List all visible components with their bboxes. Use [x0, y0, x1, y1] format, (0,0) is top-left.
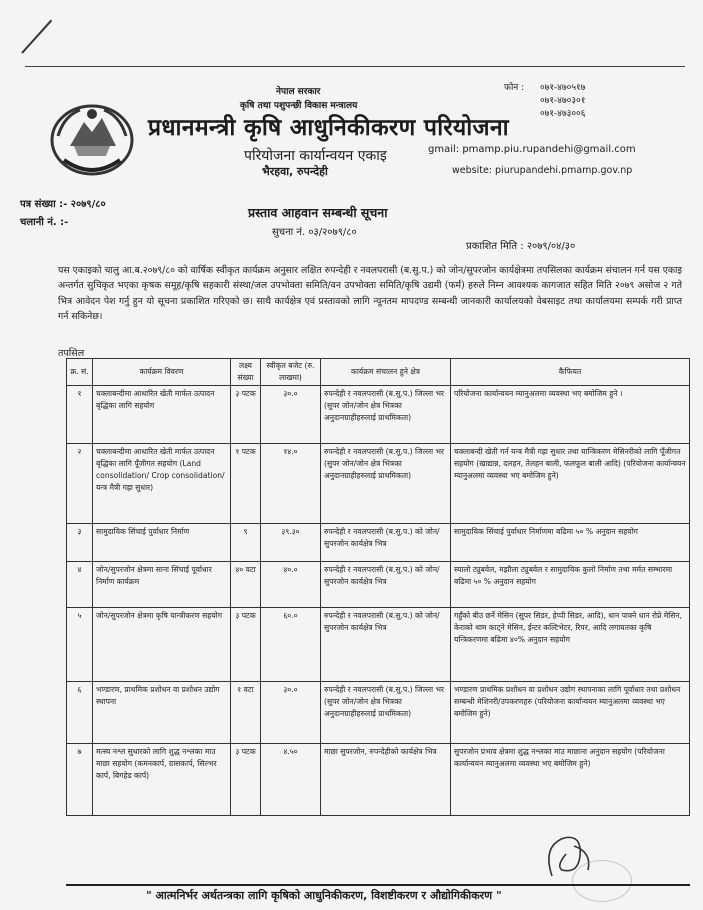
cell-budget: ३०.० — [261, 386, 321, 444]
table-row — [67, 444, 690, 524]
project-title: प्रधानमन्त्री कृषि आधुनिकीकरण परियोजना — [148, 115, 509, 141]
cell-sn: ७ — [67, 744, 93, 816]
letter-number: पत्र संख्या :- २०७९/८० — [20, 199, 106, 210]
notice-body: यस एकाइको चालु आ.ब.२०७९/८० को वार्षिक स्वीकृत कार्यक्रम अनुसार लक्षित रुपन्देही र नवलपरासी (ब.सु.प.) को जोन/सुपरजोन कार्यक्षेत्रमा तपसिलका कार्यक्रम संचालन गर्न यस एकाइ अन्तर्गत सुचिकृत भएका कृषक समूह/कृषि सहकारी संस्था/जल उपभोक्ता समिति/वन उपभोक्ता समिति/कृषि उद्यमी (फर्म) हरुले निम्न आवश्यक कागजात सहित मिति २०७९ असोज २ गते भित्र आवेदन पेश गर्नु हुन यो सूचना प्रकाशित गरिएको छ। साथै कार्यक्षेत्र एवं प्रस्तावको लागि न्यूनतम मापदण्ड सम्बन्धी जानकारी कार्यालयको वेबसाइट तथा कार्यालयमा सम्पर्क गरी प्राप्त गर्न सकिनेछ। — [58, 265, 682, 322]
cell-remarks: स्यालो ट्युबवेल, मझौला ट्युबवेल र सामुदायिक कुलो निर्माण तथा मर्मत सम्भारमा बढिमा ५० % अनुदान सहयोग — [451, 562, 690, 608]
cell-target: ९ — [231, 524, 261, 562]
col-header-remarks: कैफियत — [451, 359, 690, 386]
cell-remarks: परियोजना कार्यान्वयन म्यानुअलमा व्यवस्था भए बमोजिम हुने । — [451, 386, 690, 444]
phone-block — [504, 82, 585, 121]
cell-budget: ३९.३० — [261, 524, 321, 562]
cell-remarks: चक्लाबन्दी खेती गर्न यन्त्र मैत्री गह्रा सुधार तथा यान्त्रिकरण मेसिनरीको लागि पूँजीगत सहयोग (खाद्यान्न, दलहन, तेलहन बाली, फलफूल बाली आदि) (परियोजना कार्यान्वयन म्यानुअलमा व्यवस्था भए बमोजिम हुने) — [451, 444, 690, 524]
cell-target: ३ पटक — [231, 744, 261, 816]
details-label: तपसिल — [58, 348, 85, 359]
cell-target: १ वटा — [231, 682, 261, 744]
cell-program: चक्लाबन्दीमा आधारित खेती मार्फत उत्पादन बृद्धिका लागि सहयोग — [93, 386, 231, 444]
table-row — [67, 524, 690, 562]
footer-rule — [66, 884, 690, 886]
pen-mark — [21, 20, 52, 54]
col-header-budget: स्वीकृत बजेट (रु. लाखमा) — [261, 359, 321, 386]
table-row — [67, 562, 690, 608]
cell-budget: १४.० — [261, 444, 321, 524]
col-header-target: लक्ष्य संख्या — [231, 359, 261, 386]
government-name: नेपाल सरकार — [276, 87, 321, 97]
col-header-program: कार्यक्रम विवरण — [93, 359, 231, 386]
published-date: प्रकाशित मिति : २०७९/०४/३० — [466, 241, 576, 252]
cell-budget: ४०.० — [261, 562, 321, 608]
phone-label: फोन : — [504, 83, 525, 93]
cell-remarks: सुपरजोन प्रभाव क्षेत्रमा शुद्ध नश्लका माउ माछाना अनुदान सहयोग (परियोजना कार्यान्वयन म्यानुअलमा व्यवस्था भए बमोजिम हुने) — [451, 744, 690, 816]
cell-target: ३ पटक — [231, 608, 261, 682]
nepal-emblem-icon — [44, 96, 140, 180]
table-header-row — [67, 359, 690, 386]
ministry-name: कृषि तथा पशुपन्छी विकास मन्त्रालय — [240, 101, 358, 111]
cell-program: सामुदायिक सिंचाई पुर्वाधार निर्माण — [93, 524, 231, 562]
cell-remarks: सामुदायिक सिंचाई पुर्वाधार निर्माणमा बढिमा ५० % अनुदान सहयोग — [451, 524, 690, 562]
table-row — [67, 386, 690, 444]
table-row — [67, 608, 690, 682]
cell-sn: १ — [67, 386, 93, 444]
phone-number: ०७१-४७०३०१ — [540, 96, 586, 106]
cell-program: मत्स्य नश्ल सुधारको लागि शुद्ध नश्लका माउ माछा सहयोग (कमनकार्प, ग्रासकार्प, सिल्भर कार्प, बिगहेड कार्प) — [93, 744, 231, 816]
cell-target: ४० वटा — [231, 562, 261, 608]
cell-budget: ४.५० — [261, 744, 321, 816]
notice-number: सुचना नं. ०३/२०७९/८० — [272, 227, 357, 238]
dispatch-number: चलानी नं. :- — [20, 217, 69, 228]
cell-target: ३ पटक — [231, 386, 261, 444]
phone-number: ०७१-४७०५१७ — [540, 83, 586, 93]
cell-program: चक्लाबन्दीमा आधारित खेती मार्फत उत्पादन बृद्धिका लागि पूँजीगत सहयोग (Land consolidation/ Crop consolidation/यन्त्र मैत्री गह्रा सुधार) — [93, 444, 231, 524]
cell-sn: ३ — [67, 524, 93, 562]
table-row — [67, 682, 690, 744]
cell-sn: ४ — [67, 562, 93, 608]
cell-sn: ६ — [67, 682, 93, 744]
cell-program: जोन/सुपरजोन क्षेत्रमा कृषि यान्त्रीकरण सहयोग — [93, 608, 231, 682]
cell-remarks: भण्डारण प्राथमिक प्रशोधन वा प्रशोधन उद्योग स्थापनाका लागि पूर्वाधार तथा प्रशोधन सम्बन्धी मेशिनरी/उपकरणहरु (परियोजना कार्यान्वयन म्यानुअलमा व्यवस्था भए बमोजिम हुने) — [451, 682, 690, 744]
cell-area: माछा सुपरजोन, रुपन्देहीको कार्यक्षेत्र भित्र — [321, 744, 451, 816]
col-header-sn: क्र. सं. — [67, 359, 93, 386]
office-stamp — [572, 860, 632, 902]
cell-area: रुपन्देही र नवलपरासी (ब.सु.प.) जिल्ला भर (सुपर जोन/जोन क्षेत्र भित्रका अनुदानग्राहीहरुलाई प्राथमिकता) — [321, 444, 451, 524]
footer-slogan: " आत्मनिर्भर अर्थतन्त्रका लागि कृषिको आधुनिकीकरण, विशष्टीकरण र औद्योगिकीकरण " — [146, 889, 502, 902]
cell-remarks: गहुँको बीउ छर्ने मेसिन (सुपर सिडर, हेप्पी सिडर, आदि), धान पाक्ने धान रोप्ने मेसिन, केराको थाम काट्ने मेसिन, ईन्टर कल्टिभेटर, रिपर, आदि लगायतका कृषि यन्त्रिकरणमा बढिमा ४०% अनुदान सहयोग — [451, 608, 690, 682]
unit-name: परियोजना कार्यान्वयन एकाइ — [244, 148, 387, 164]
cell-area: रुपन्देही र नवलपरासी (ब.सु.प.) जिल्ला भर (सुपर जोन/जोन क्षेत्र भित्रका अनुदानग्राहीहरुलाई प्राथमिकता) — [321, 682, 451, 744]
cell-area: रुपन्देही र नवलपरासी (ब.सु.प.) को जोन/सुपरजोन कार्यक्षेत्र भित्र — [321, 562, 451, 608]
top-rule — [25, 66, 685, 67]
cell-area: रुपन्देही र नवलपरासी (ब.सु.प.) को जोन/सुपरजोन कार्यक्षेत्र भित्र — [321, 524, 451, 562]
cell-program: जोन/सुपरजोन क्षेत्रमा साना सिंचाई पूर्वाधार निर्माण कार्यक्रम — [93, 562, 231, 608]
col-header-area: कार्यक्रम संचालन हुने क्षेत्र — [321, 359, 451, 386]
email-address: gmail: pmamp.piu.rupandehi@gmail.com — [428, 144, 636, 155]
cell-budget: ६०.० — [261, 608, 321, 682]
cell-area: रुपन्देही र नवलपरासी (ब.सु.प.) जिल्ला भर (सुपर जोन/जोन क्षेत्र भित्रका अनुदानग्राहीहरुलाई प्राथमिकता) — [321, 386, 451, 444]
notice-heading: प्रस्ताव आहवान सम्बन्धी सूचना — [248, 205, 388, 220]
cell-program: भण्डारण, प्राथमिक प्रशोधन वा प्रशोधन उद्योग स्थापना — [93, 682, 231, 744]
office-location: भैरहवा, रुपन्देही — [262, 165, 328, 178]
cell-target: १ पटक — [231, 444, 261, 524]
program-table — [66, 358, 690, 816]
website-address: website: piurupandehi.pmamp.gov.np — [452, 165, 633, 176]
phone-number: ०७१-४७३००६ — [540, 109, 586, 119]
cell-sn: ५ — [67, 608, 93, 682]
cell-budget: ३०.० — [261, 682, 321, 744]
cell-sn: २ — [67, 444, 93, 524]
table-row — [67, 744, 690, 816]
cell-area: रुपन्देही र नवलपरासी (ब.सु.प.) को जोन/सुपरजोन कार्यक्षेत्र भित्र — [321, 608, 451, 682]
